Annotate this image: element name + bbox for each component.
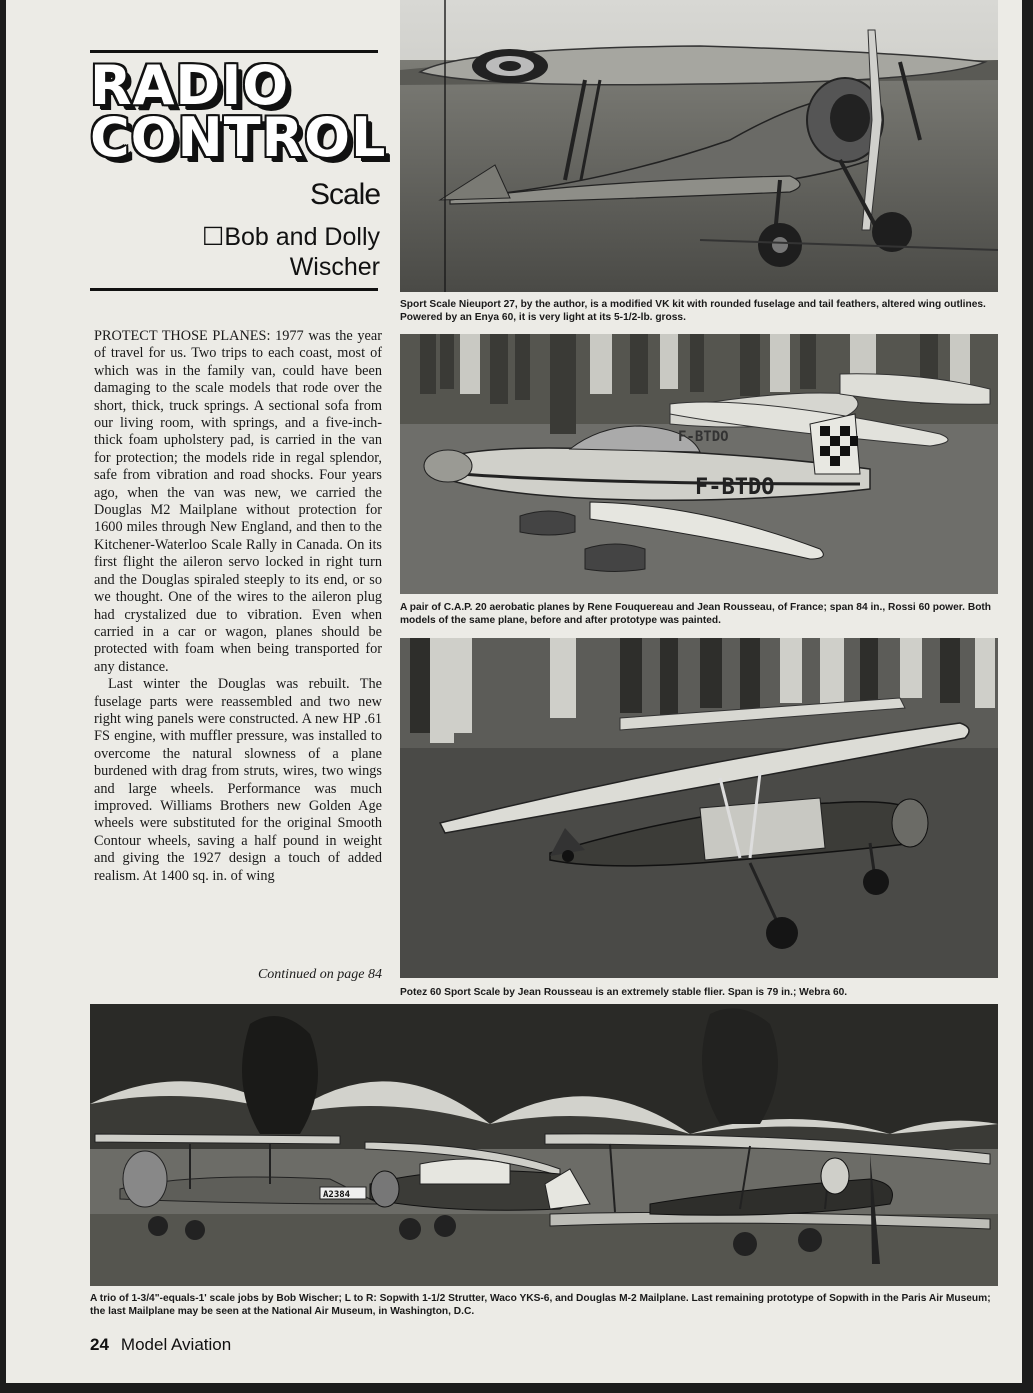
byline-box-icon: ☐ bbox=[201, 223, 225, 251]
article-paragraph-1: PROTECT THOSE PLANES: 1977 was the year of travel for us. Two trips to each coast, most of which was in the family van, could have been damaging to the scale models that rode over the short, thick, truck springs. A sectional sofa from our living room, with springs, and a five-inch-thick foam upholstery pad, is carried in the van for protection; the models ride in regal splendor, safe from vibration and road shocks. Four years ago, when the van was new, we carried the Douglas M2 Mailplane without protection for 1600 miles through New England, and then to the Kitchener-Waterloo Scale Rally in Canada. On its first flight the aileron servo locked in right turn and the Douglas spiraled steeply to its end, or so we thought. One of the wires to the aileron plug had crystalized due to vibration. Even when carried in a car or wagon, planes should be protected with foam when being transported for any distance. bbox=[94, 328, 382, 675]
article-paragraph-2: Last winter the Douglas was rebuilt. The fuselage parts were reassembled and two new right wing panels were constructed. A new HP .61 FS engine, with muffler pressure, was installed to overcome the natural slowness of a plane burdened with drag from struts, wires, two wings and large wheels. Performance was much improved. Williams Brothers new Golden Age wheels were substituted for the original Smooth Contour wheels, saving a half pound in weight and giving the 1927 design a touch of added realism. At 1400 sq. in. of wing bbox=[94, 676, 382, 884]
publication-name: Model Aviation bbox=[120, 1335, 232, 1354]
photo-nieuport-27 bbox=[400, 0, 998, 292]
page-number: 24 bbox=[90, 1335, 109, 1354]
caption-cap-20: A pair of C.A.P. 20 aerobatic planes by Rene Fouquereau and Jean Rousseau, of France; span 84 in., Rossi 60 power. Both models of the same plane, before and after prototype was painted. bbox=[400, 602, 992, 626]
article-body bbox=[94, 328, 382, 885]
magazine-page bbox=[6, 0, 1022, 1383]
header-top-rule bbox=[90, 50, 378, 53]
sopwith-registration: A2384 bbox=[323, 1190, 351, 1200]
caption-nieuport-27: Sport Scale Nieuport 27, by the author, is a modified VK kit with rounded fuselage and tail feathers, altered wing outlines. Powered by an Enya 60, it is very light at its 5-1/2-lb. gross. bbox=[400, 299, 986, 323]
title-line-1: RADIO bbox=[90, 54, 290, 117]
page-title bbox=[90, 54, 387, 169]
section-name: Scale bbox=[309, 178, 380, 211]
title-line-2: CONTROL bbox=[90, 106, 387, 169]
caption-potez-60: Potez 60 Sport Scale by Jean Rousseau is an extremely stable flier. Span is 79 in.; Webra 60. bbox=[400, 987, 848, 998]
registration-back: F-BTDO bbox=[678, 429, 729, 445]
continued-notice: Continued on page 84 bbox=[257, 967, 382, 982]
registration-front: F-BTDO bbox=[695, 475, 775, 500]
photo-cap-20 bbox=[400, 334, 998, 594]
photo-trio-scale-models bbox=[90, 1004, 998, 1286]
byline bbox=[90, 222, 380, 282]
page-footer bbox=[90, 1335, 231, 1355]
header-bottom-rule bbox=[90, 288, 378, 291]
byline-line-2: Wischer bbox=[289, 253, 380, 281]
byline-line-1: Bob and Dolly bbox=[224, 223, 380, 251]
photo-potez-60 bbox=[400, 638, 998, 978]
caption-trio-scale-models: A trio of 1-3/4"-equals-1' scale jobs by Bob Wischer; L to R: Sopwith 1-1/2 Strutter, Waco YKS-6, and Douglas M-2 Mailplane. Last remaining prototype of Sopwith in the Paris Air Museum; the last Mailplane may be seen at the National Air Museum, in Washington, D.C. bbox=[90, 1293, 991, 1317]
